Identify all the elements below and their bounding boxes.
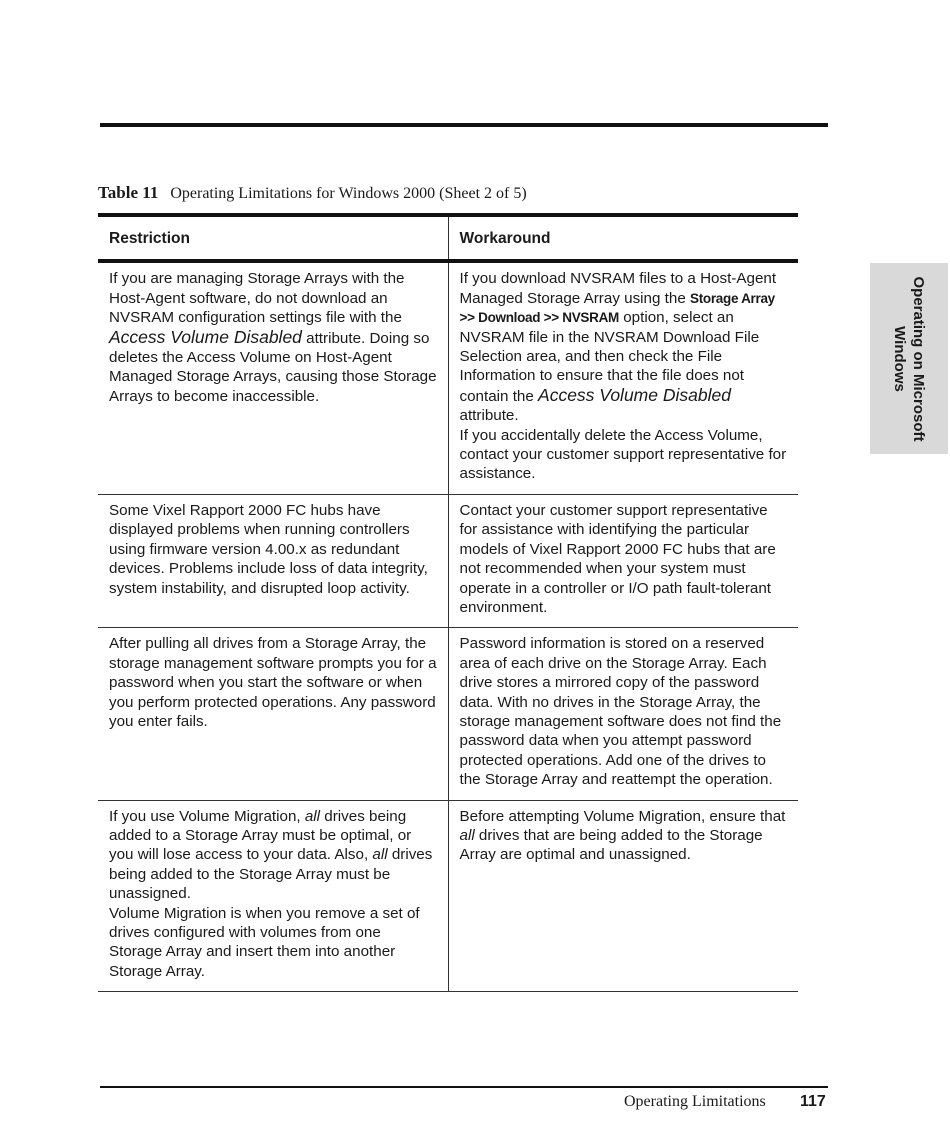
emphasis: all <box>304 807 321 825</box>
chapter-tab-label <box>890 263 928 454</box>
cell-text: drives being added to the Storage Array must be unassigned. <box>109 846 433 903</box>
cell-paragraph: If you accidentally delete the Access Volume, contact your customer support representative for assistance. <box>459 426 787 483</box>
cell-text: drives that are being added to the Storage Array are optimal and unassigned. <box>459 826 763 864</box>
header-rule <box>100 123 828 127</box>
page-number: 117 <box>800 1093 826 1110</box>
attribute-name: Access Volume Disabled <box>109 326 302 347</box>
menu-path: Storage Array >> Download >> NVSRAM <box>459 290 775 326</box>
cell-paragraph: Volume Migration is when you remove a set of drives configured with volumes from one Storage Array and insert them into another Storage Array. <box>109 904 420 980</box>
workaround-cell <box>448 800 798 992</box>
limitations-table <box>98 213 798 992</box>
table-caption <box>98 183 527 203</box>
header-restriction: Restriction <box>98 215 448 261</box>
cell-text: attribute. Doing so deletes the Access Volume on Host-Agent Managed Storage Arrays, causing those Storage Arrays to become inaccessible. <box>109 329 437 405</box>
cell-text: option, select an NVSRAM file in the NVSRAM Download File Selection area, and then check the File Information to ensure that the file does not contain the <box>459 309 760 405</box>
cell-text: If you download NVSRAM files to a Host-Agent Managed Storage Array using the <box>459 270 777 307</box>
table-header-row <box>98 215 798 261</box>
workaround-cell: Password information is stored on a reserved area of each drive on the Storage Array. Each drive stores a mirrored copy of the password data. With no drives in the Storage Array, the storage management software does not find the password data when you attempt password protected operations. Add one of the drives to the Storage Array and reattempt the operation. <box>448 628 798 800</box>
cell-text: If you are managing Storage Arrays with the Host-Agent software, do not download an NVSRAM configuration settings file with the <box>109 270 405 327</box>
header-workaround: Workaround <box>448 215 798 261</box>
chapter-tab-line-2: Windows <box>891 325 908 392</box>
cell-text: drives being added to a Storage Array must be optimal, or you will lose access to your data. Also, <box>109 807 412 864</box>
cell-text: Before attempting Volume Migration, ensure that <box>459 807 786 825</box>
restriction-cell <box>98 800 448 992</box>
restriction-cell: After pulling all drives from a Storage Array, the storage management software prompts you for a password when you start the software or when you perform protected operations. Any password you enter fails. <box>98 628 448 800</box>
emphasis: all <box>372 846 388 864</box>
footer-rule <box>100 1086 828 1088</box>
table-row <box>98 628 798 800</box>
chapter-tab-line-1: Operating on Microsoft <box>910 276 927 441</box>
restriction-cell: Some Vixel Rapport 2000 FC hubs have displayed problems when running controllers using firmware version 4.00.x as redundant devices. Problems include loss of data integrity, system instability, and disrupted loop activity. <box>98 494 448 627</box>
table-number: Table 11 <box>98 183 159 202</box>
table-row <box>98 800 798 992</box>
restriction-cell <box>98 261 448 494</box>
workaround-cell <box>448 261 798 494</box>
chapter-side-tab <box>870 263 948 454</box>
table-row <box>98 261 798 494</box>
table-row <box>98 494 798 627</box>
table-title: Operating Limitations for Windows 2000 (Sheet 2 of 5) <box>170 185 527 202</box>
workaround-cell: Contact your customer support representative for assistance with identifying the particular models of Vixel Rapport 2000 FC hubs that are not recommended when your system must operate in a controller or I/O path fault-tolerant environment. <box>448 494 798 627</box>
attribute-name: Access Volume Disabled <box>538 384 731 405</box>
emphasis: all <box>459 826 475 844</box>
footer-section-title: Operating Limitations <box>624 1093 766 1110</box>
cell-text: If you use Volume Migration, <box>109 807 305 825</box>
cell-text: attribute. <box>459 407 519 425</box>
